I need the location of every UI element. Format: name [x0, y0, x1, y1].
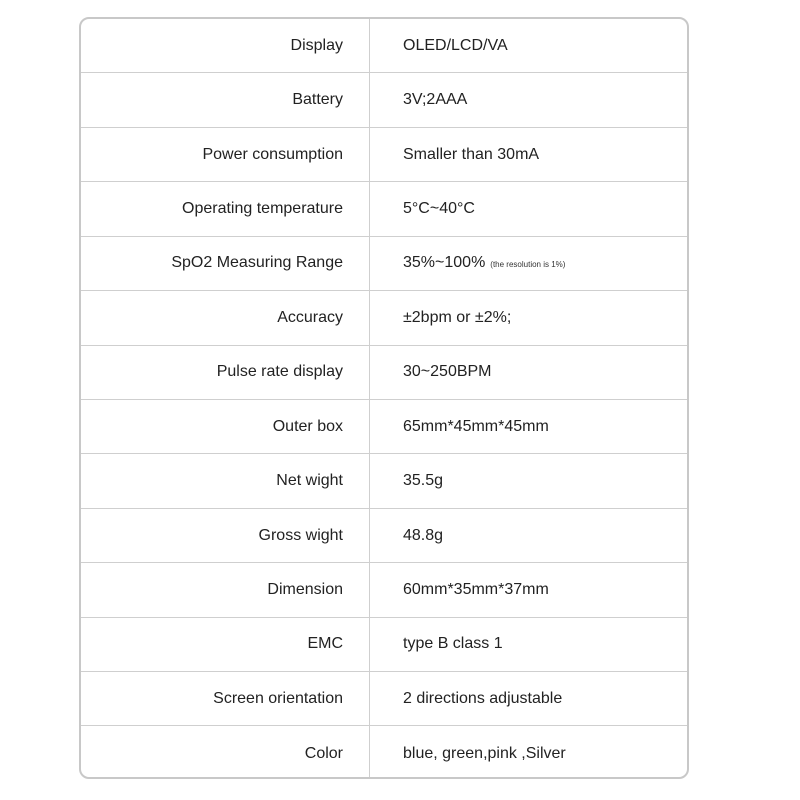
spec-label: Net wight: [81, 454, 370, 507]
spec-value: Smaller than 30mA: [403, 145, 540, 163]
spec-label: EMC: [81, 618, 370, 671]
spec-label: SpO2 Measuring Range: [81, 237, 370, 290]
spec-label: Operating temperature: [81, 182, 370, 235]
spec-label: Gross wight: [81, 509, 370, 562]
spec-value: OLED/LCD/VA: [403, 36, 508, 54]
spec-value: 3V;2AAA: [403, 91, 468, 109]
spec-value: type B class 1: [403, 635, 503, 653]
spec-table: [79, 17, 689, 779]
spec-row-spo2-range: [81, 237, 687, 291]
spec-value: 60mm*35mm*37mm: [403, 580, 549, 598]
spec-label: Display: [81, 19, 370, 72]
spec-label: Outer box: [81, 400, 370, 453]
spec-row-screen-orientation: [81, 672, 687, 726]
spec-value: blue, green,pink ,Silver: [403, 744, 566, 762]
spec-value: 35.5g: [403, 472, 444, 490]
spec-row-pulse-rate: [81, 346, 687, 400]
spec-row-display: [81, 19, 687, 73]
spec-row-operating-temperature: [81, 182, 687, 236]
spec-label: Power consumption: [81, 128, 370, 181]
spec-row-outer-box: [81, 400, 687, 454]
spec-value-container: [370, 237, 687, 290]
spec-label: Dimension: [81, 563, 370, 616]
spec-value: 48.8g: [403, 526, 444, 544]
spec-row-battery: [81, 73, 687, 127]
spec-row-emc: [81, 618, 687, 672]
spec-row-accuracy: [81, 291, 687, 345]
spec-row-dimension: [81, 563, 687, 617]
spec-row-net-weight: [81, 454, 687, 508]
spec-label: Pulse rate display: [81, 346, 370, 399]
spec-value: 30~250BPM: [403, 363, 492, 381]
spec-note: (the resolution is 1%): [490, 259, 566, 269]
spec-label: Battery: [81, 73, 370, 126]
spec-value: ±2bpm or ±2%;: [403, 308, 512, 326]
spec-value: 5°C~40°C: [403, 199, 475, 217]
spec-label: Accuracy: [81, 291, 370, 344]
spec-row-gross-weight: [81, 509, 687, 563]
spec-row-power-consumption: [81, 128, 687, 182]
spec-value: 35%~100%: [403, 254, 486, 272]
spec-row-color: [81, 726, 687, 779]
spec-label: Screen orientation: [81, 672, 370, 725]
spec-value: 65mm*45mm*45mm: [403, 417, 549, 435]
spec-label: Color: [81, 726, 370, 779]
spec-value: 2 directions adjustable: [403, 689, 563, 707]
